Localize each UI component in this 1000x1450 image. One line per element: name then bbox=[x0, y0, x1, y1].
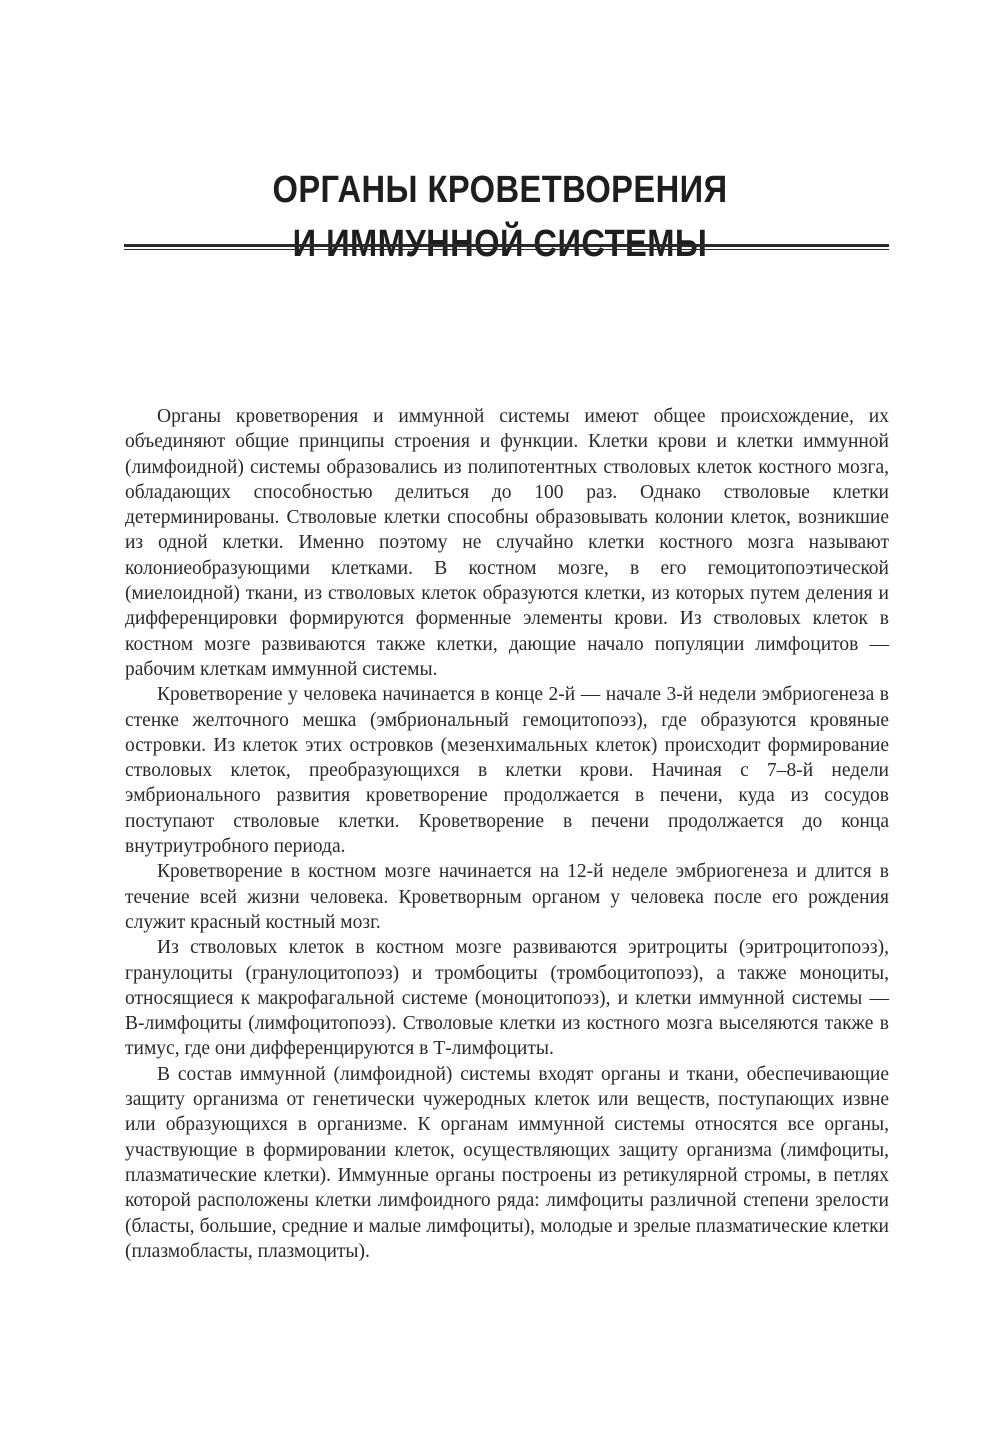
paragraph-5: В состав иммунной (лимфоидной) системы входят органы и ткани, обеспечивающие защиту организма от генетически чужеродных клеток или веществ, поступающих извне или образующихся в организме. К органам иммунной системы относятся все органы, участвующие в формировании клеток, осуществляющих защиту организма (лимфоциты, плазматические клетки). Иммунные органы построены из ретикулярной стромы, в петлях которой расположены клетки лимфоидного ряда: лимфоциты различной степени зрелости (бласты, большие, средние и малые лимфоциты), молодые и зрелые плазматические клетки (плазмобласты, плазмоциты). bbox=[125, 1063, 889, 1262]
paragraph-4: Из стволовых клеток в костном мозге развиваются эритроциты (эритроцитопоэз), гранулоциты (гранулоцитопоэз) и тромбоциты (тромбоцитопоэз), а также моноциты, относящиеся к макрофагальной системе (моноцитопоэз), и клетки иммунной системы — В-лимфоциты (лимфоцитопоэз). Стволовые клетки из костного мозга выселяются также в тимус, где они дифференцируются в Т-лимфоциты. bbox=[125, 937, 889, 1060]
chapter-title bbox=[70, 163, 930, 271]
chapter-body bbox=[125, 404, 889, 1264]
title-divider bbox=[124, 244, 889, 250]
paragraph-3: Кроветворение в костном мозге начинается на 12-й неделе эмбриогенеза и длится в течение всей жизни человека. Кроветворным органом у человека после его рождения служит красный костный мозг. bbox=[125, 861, 889, 933]
chapter-title-line-1: ОРГАНЫ КРОВЕТВОРЕНИЯ bbox=[272, 169, 728, 212]
paragraph-2: Кроветворение у человека начинается в конце 2-й — начале 3-й недели эмбриогенеза в стенке желточного мешка (эмбриональный гемоцитопоэз), где образуются кровяные островки. Из клеток этих островков (мезенхимальных клеток) происходит формирование стволовых клеток, преобразующихся в клетки крови. Начиная с 7–8-й недели эмбрионального развития кроветворение продолжается в печени, куда из сосудов поступают стволовые клетки. Кроветворение в печени продолжается до конца внутриутробного периода. bbox=[125, 684, 889, 858]
paragraph-1: Органы кроветворения и иммунной системы имеют общее происхождение, их объединяют общие принципы строения и функции. Клетки крови и клетки иммунной (лимфоидной) системы образовались из полипотентных стволовых клеток костного мозга, обладающих способностью делиться до 100 раз. Однако стволовые клетки детерминированы. Стволовые клетки способны образовывать колонии клеток, возникшие из одной клетки. Именно поэтому не случайно клетки костного мозга называют колониеобразующими клетками. В костном мозге, в его гемоцитопоэтической (миелоидной) ткани, из стволовых клеток образуются клетки, из которых путем деления и дифференцировки формируются форменные элементы крови. Из стволовых клеток в костном мозге развиваются также клетки, дающие начало популяции лимфоцитов — рабочим клеткам иммунной системы. bbox=[125, 406, 889, 680]
